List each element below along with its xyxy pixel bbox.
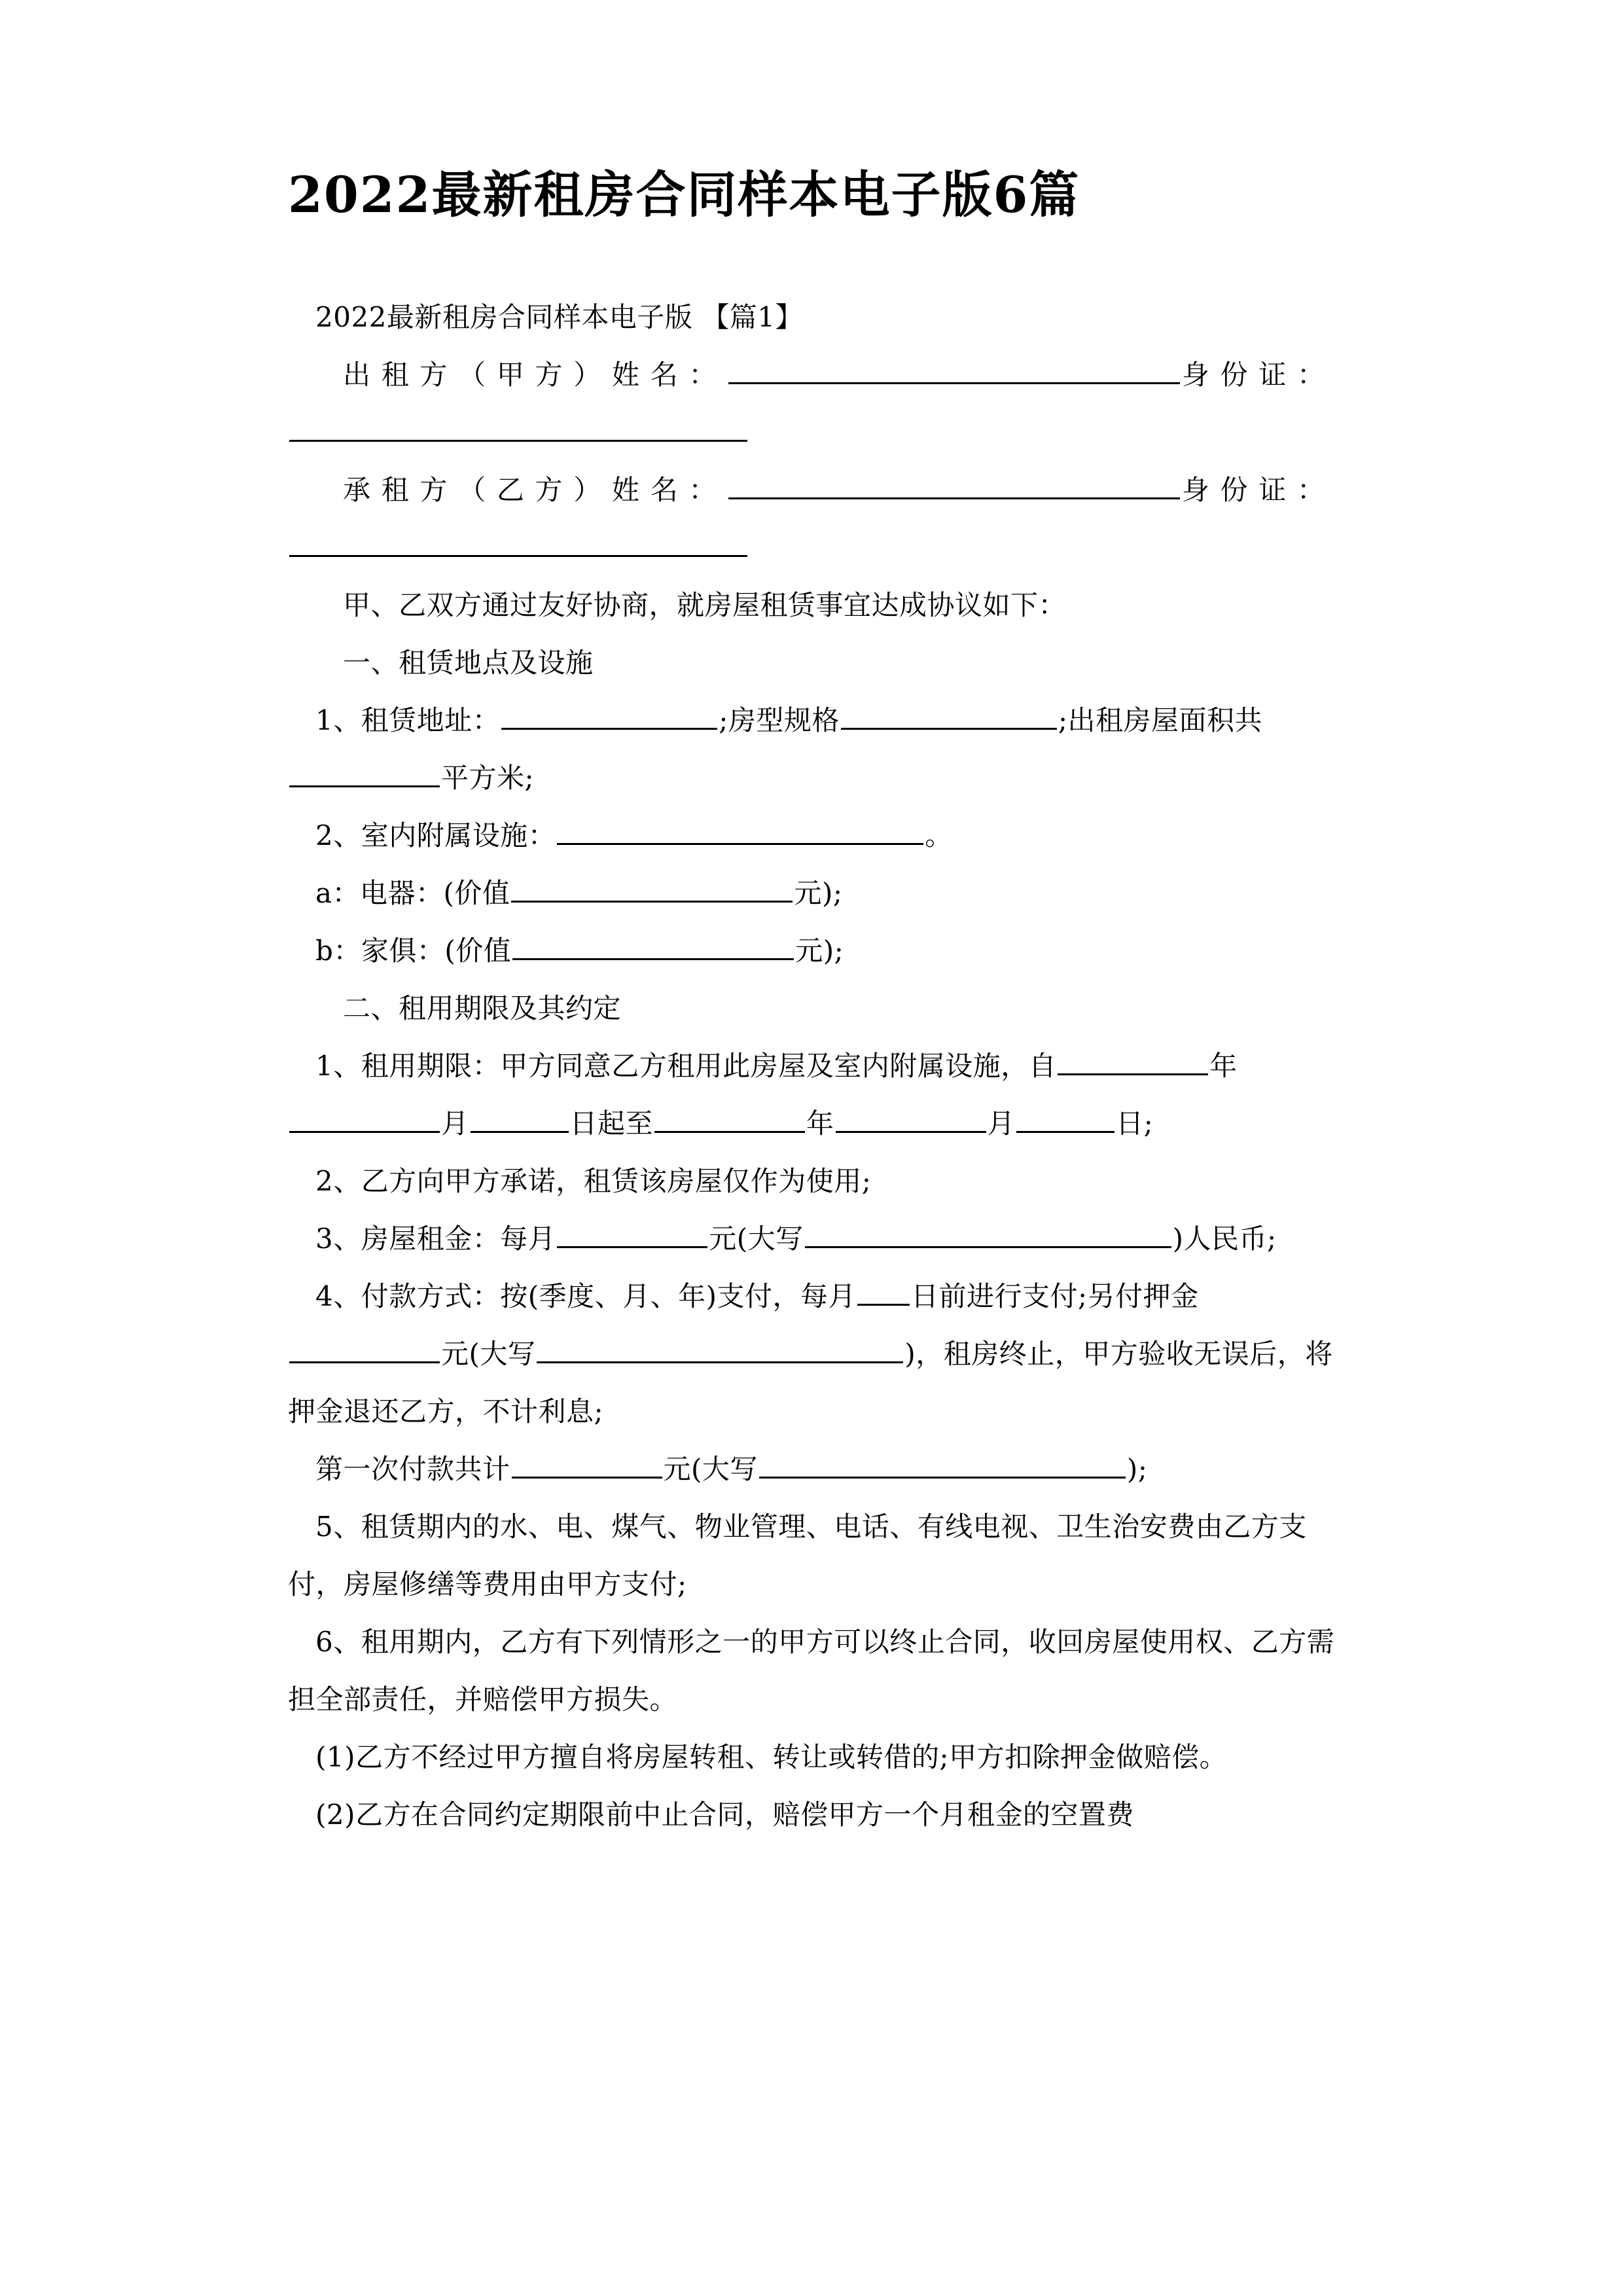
section1-item1 <box>288 692 1335 807</box>
start-day-blank[interactable] <box>471 1103 569 1133</box>
tenant-id-blank[interactable] <box>289 528 747 557</box>
page-title: 2022最新租房合同样本电子版6篇 <box>288 166 1080 224</box>
section2-item6-sub2: (2)乙方在合同约定期限前中止合同，赔偿甲方一个月租金的空置费 <box>315 1799 1134 1831</box>
rent-label: 3、房屋租金：每月 <box>315 1223 556 1255</box>
appliance-unit-label: 元); <box>794 877 843 909</box>
end-year-label: 年 <box>806 1107 834 1139</box>
rent-uppercase-blank[interactable] <box>805 1219 1171 1248</box>
area-blank[interactable] <box>289 758 440 787</box>
payment-method-label: 4、付款方式：按(季度、月、年)支付，每月 <box>315 1280 856 1312</box>
area-unit-label: 平方米; <box>441 762 535 794</box>
start-year-blank[interactable] <box>1058 1046 1208 1075</box>
section2-item6: 6、租用期内，乙方有下列情形之一的甲方可以终止合同，收回房屋使用权、乙方需担全部责任，并赔偿甲方损失。 <box>288 1626 1335 1715</box>
deposit-amount-blank[interactable] <box>289 1334 440 1363</box>
first-payment-amount-blank[interactable] <box>512 1449 662 1479</box>
tenant-name-blank[interactable] <box>728 470 1180 499</box>
section-heading-2: 二、租用期限及其约定 <box>343 992 622 1024</box>
rent-uppercase-label: 元(大写 <box>709 1223 804 1255</box>
landlord-id-label: 身份证： <box>1181 359 1335 391</box>
first-payment-line <box>288 1441 1335 1498</box>
section1-item2 <box>288 807 1335 865</box>
landlord-id-blank[interactable] <box>289 412 747 442</box>
furniture-value-blank[interactable] <box>512 931 794 960</box>
indoor-facilities-blank[interactable] <box>557 816 923 845</box>
rent-currency-label: )人民币; <box>1172 1223 1277 1255</box>
document-body <box>288 289 1335 1844</box>
section2-item4 <box>288 1268 1335 1441</box>
furniture-label: b：家俱：(价值 <box>315 935 512 967</box>
appliance-label: a：电器：(价值 <box>315 877 510 909</box>
room-type-label: ;房型规格 <box>719 704 840 736</box>
tenant-id-blank-line <box>288 519 1335 577</box>
section1-item-a <box>288 865 1335 922</box>
payment-deposit-label: 日前进行支付;另付押金 <box>911 1280 1199 1312</box>
first-payment-close-label: ); <box>1126 1453 1148 1485</box>
start-month-label: 月 <box>441 1107 469 1139</box>
tenant-line <box>288 461 1335 519</box>
deposit-return-label: )，租房终止，甲方验收无误后，将押金退还乙方，不计利息; <box>288 1338 1333 1427</box>
first-payment-uppercase-blank[interactable] <box>759 1449 1126 1479</box>
section2-item6-sub1: (1)乙方不经过甲方擅自将房屋转租、转让或转借的;甲方扣除押金做赔偿。 <box>315 1741 1228 1773</box>
indoor-facilities-label: 2、室内附属设施： <box>315 819 556 852</box>
section2-item5: 5、租赁期内的水、电、煤气、物业管理、电话、有线电视、卫生治安费由乙方支付，房屋修缮等费用由甲方支付; <box>288 1511 1307 1600</box>
section1-item-b <box>288 922 1335 980</box>
section2-item2: 2、乙方向甲方承诺，租赁该房屋仅作为使用; <box>315 1165 872 1197</box>
rental-address-blank[interactable] <box>501 700 717 730</box>
landlord-line <box>288 346 1335 404</box>
tenant-id-label: 身份证： <box>1181 474 1335 506</box>
sub-heading-line: 2022最新租房合同样本电子版 【篇1】 <box>315 301 803 333</box>
end-month-label: 月 <box>987 1107 1016 1139</box>
room-type-blank[interactable] <box>841 700 1057 730</box>
indoor-facilities-period: 。 <box>925 819 953 852</box>
end-year-blank[interactable] <box>654 1103 805 1133</box>
first-payment-uppercase-label: 元(大写 <box>663 1453 758 1485</box>
start-year-label: 年 <box>1209 1050 1238 1082</box>
landlord-id-blank-line <box>288 404 1335 461</box>
section2-item1 <box>288 1037 1335 1153</box>
end-month-blank[interactable] <box>836 1103 986 1133</box>
section-heading-1: 一、租赁地点及设施 <box>343 647 594 679</box>
start-day-label: 日起至 <box>569 1107 654 1139</box>
deposit-uppercase-label: 元(大写 <box>441 1338 536 1370</box>
first-payment-label: 第一次付款共计 <box>315 1453 510 1485</box>
end-day-blank[interactable] <box>1016 1103 1115 1133</box>
furniture-unit-label: 元); <box>795 935 844 967</box>
landlord-name-label: 出租方（甲方）姓名： <box>343 359 728 391</box>
preamble-line: 甲、乙双方通过友好协商，就房屋租赁事宜达成协议如下： <box>343 589 1067 621</box>
rental-address-label: 1、租赁地址： <box>315 704 501 736</box>
end-day-label: 日; <box>1116 1107 1154 1139</box>
payment-day-blank[interactable] <box>857 1276 910 1306</box>
area-label: ;出租房屋面积共 <box>1058 704 1263 736</box>
tenant-name-label: 承租方（乙方）姓名： <box>343 474 728 506</box>
deposit-uppercase-blank[interactable] <box>537 1334 903 1363</box>
section2-item3 <box>288 1210 1335 1268</box>
appliance-value-blank[interactable] <box>511 873 793 903</box>
landlord-name-blank[interactable] <box>728 355 1180 384</box>
rent-amount-blank[interactable] <box>557 1219 707 1248</box>
lease-term-label: 1、租用期限：甲方同意乙方租用此房屋及室内附属设施，自 <box>315 1050 1057 1082</box>
start-month-blank[interactable] <box>289 1103 440 1133</box>
